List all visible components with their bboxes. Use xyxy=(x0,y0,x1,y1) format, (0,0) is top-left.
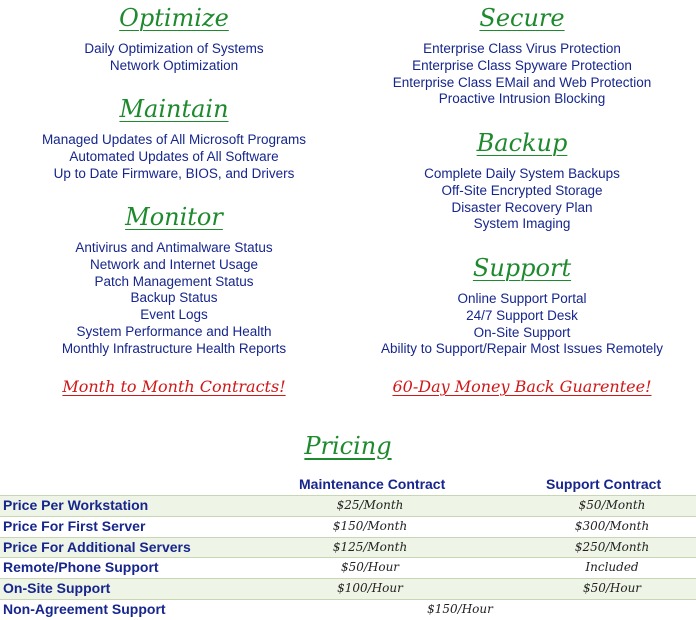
backup-heading: Backup xyxy=(476,129,568,157)
list-item: Automated Updates of All Software xyxy=(69,148,279,164)
monitor-list xyxy=(0,240,348,358)
secure-heading: Secure xyxy=(479,4,565,32)
maintenance-price: $150/Month xyxy=(332,518,408,533)
list-item: On-Site Support xyxy=(473,324,571,340)
support-list xyxy=(348,291,696,358)
list-item: System Performance and Health xyxy=(76,323,272,339)
list-item: Network Optimization xyxy=(109,57,239,73)
list-item: Managed Updates of All Microsoft Programs xyxy=(41,132,307,147)
list-item: Enterprise Class Spyware Protection xyxy=(412,57,632,73)
combined-price: $150/Hour xyxy=(427,601,493,616)
maintenance-contract-header: Maintenance Contract xyxy=(299,476,446,492)
list-item: Enterprise Class Virus Protection xyxy=(423,41,621,56)
pricing-heading: Pricing xyxy=(304,432,392,460)
pricing-table xyxy=(0,495,696,620)
support-price: Included xyxy=(585,560,639,575)
row-label: Non-Agreement Support xyxy=(3,600,166,617)
table-row xyxy=(0,516,696,537)
list-item: Up to Date Firmware, BIOS, and Drivers xyxy=(53,165,295,181)
contracts-tagline: Month to Month Contracts! xyxy=(62,377,286,396)
list-item: Network and Internet Usage xyxy=(89,256,259,272)
list-item: Proactive Intrusion Blocking xyxy=(438,91,606,107)
list-item: Event Logs xyxy=(140,307,208,323)
support-contract-header: Support Contract xyxy=(546,476,662,492)
row-label: Price For First Server xyxy=(3,517,146,534)
list-item: Disaster Recovery Plan xyxy=(451,199,593,215)
list-item: Online Support Portal xyxy=(457,291,587,306)
list-item: Antivirus and Antimalware Status xyxy=(75,240,273,255)
table-row xyxy=(0,578,696,599)
row-label: Price For Additional Servers xyxy=(3,538,191,555)
maintenance-price: $50/Hour xyxy=(340,560,400,575)
backup-list xyxy=(348,166,696,233)
list-item: Ability to Support/Repair Most Issues Remotely xyxy=(380,341,664,357)
row-label: Remote/Phone Support xyxy=(3,559,159,576)
list-item: Complete Daily System Backups xyxy=(424,166,620,181)
table-row xyxy=(0,599,696,620)
list-item: System Imaging xyxy=(473,216,571,232)
list-item: Monthly Infrastructure Health Reports xyxy=(61,340,287,356)
maintenance-price: $125/Month xyxy=(332,539,408,554)
maintenance-price: $25/Month xyxy=(336,498,404,512)
table-row xyxy=(0,537,696,558)
maintain-heading: Maintain xyxy=(119,95,229,123)
table-row xyxy=(0,495,696,516)
list-item: Patch Management Status xyxy=(94,273,254,289)
support-price: $50/Month xyxy=(578,498,646,512)
table-row xyxy=(0,557,696,578)
optimize-heading: Optimize xyxy=(119,4,229,32)
maintain-list xyxy=(0,132,348,182)
support-price: $250/Month xyxy=(574,539,650,554)
support-price: $300/Month xyxy=(574,518,650,533)
secure-list xyxy=(348,41,696,108)
list-item: Enterprise Class EMail and Web Protection xyxy=(392,74,652,90)
list-item: Off-Site Encrypted Storage xyxy=(441,182,603,198)
maintenance-price: $100/Hour xyxy=(337,581,403,596)
guarantee-tagline: 60-Day Money Back Guarentee! xyxy=(392,377,652,396)
row-label: On-Site Support xyxy=(3,580,111,597)
monitor-heading: Monitor xyxy=(125,203,223,231)
list-item: Backup Status xyxy=(130,290,218,306)
row-label: Price Per Workstation xyxy=(3,497,149,513)
optimize-list xyxy=(0,41,348,75)
list-item: 24/7 Support Desk xyxy=(466,307,578,323)
support-price: $50/Hour xyxy=(582,581,642,596)
support-heading: Support xyxy=(472,254,572,282)
list-item: Daily Optimization of Systems xyxy=(84,41,264,56)
